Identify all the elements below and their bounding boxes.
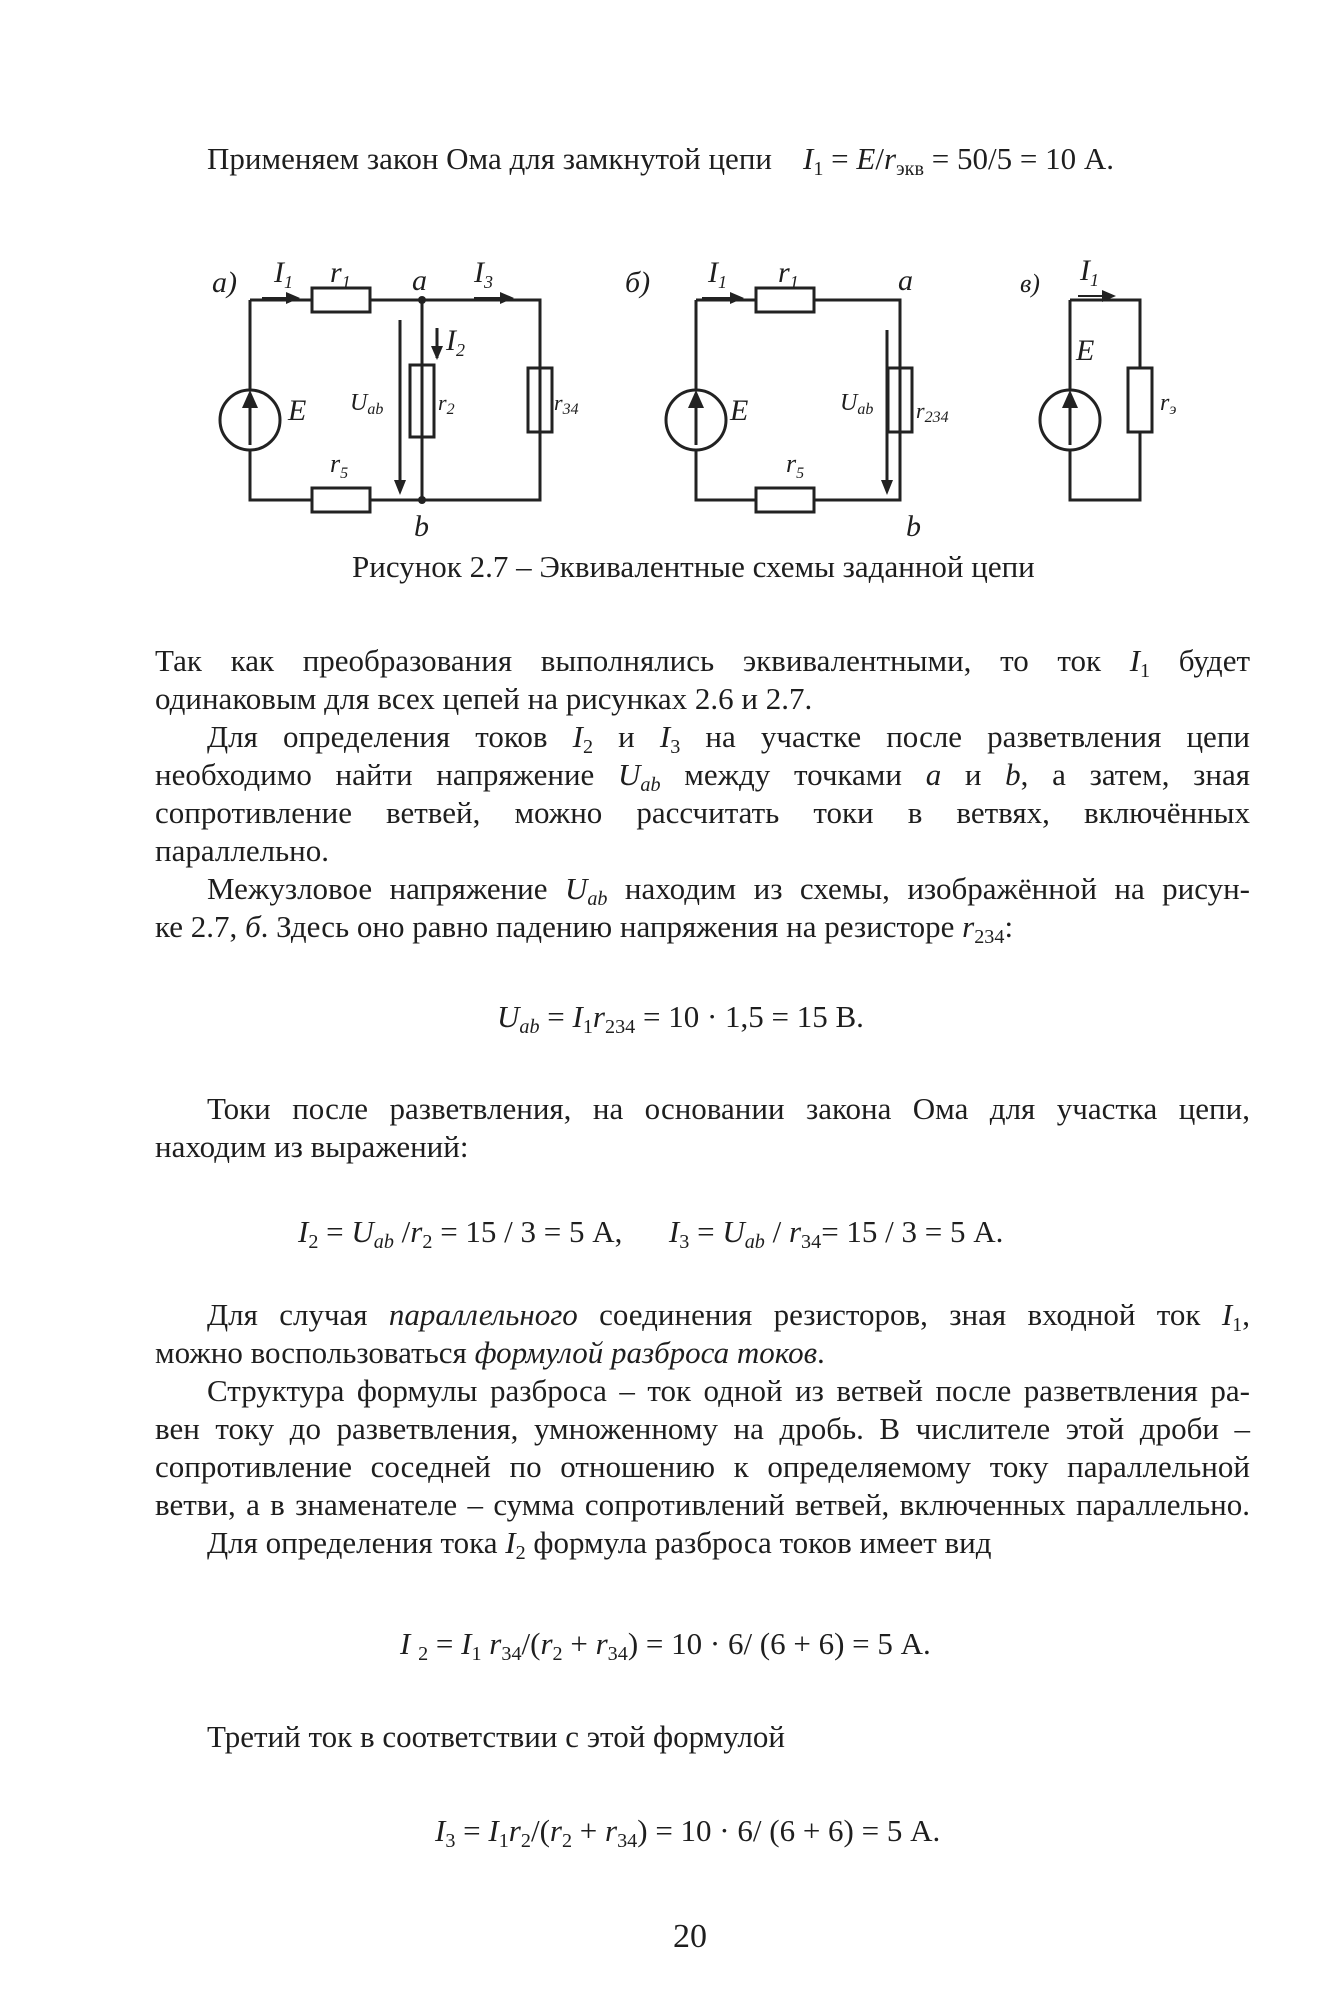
paragraph-5: Для случая параллельного соединения резисторов, зная входной ток $I_1$, можно воспользоваться формулой разброса токов. <box>155 1297 1250 1370</box>
intro-line: Применяем закон Ома для замкнутой цепи $I_1 = E/r_{экв} = 50/5 = 10$ А. <box>207 141 1114 180</box>
svg-text:rэ: rэ <box>1160 390 1177 418</box>
svg-text:б): б) <box>625 266 651 299</box>
equation-i3-divider: $I_3 = I_1r_2/(r_2 + r_{34}) = 10 \cdot 6/$ (6 + 6) = 5 А. <box>435 1813 941 1852</box>
figure-caption: Рисунок 2.7 – Эквивалентные схемы заданной цепи <box>352 549 1035 584</box>
svg-text:E: E <box>1076 334 1095 367</box>
circuit-a <box>220 288 552 512</box>
svg-text:I1: $I_1$ <box>708 256 727 292</box>
svg-text:r1: $r_1$ <box>778 256 799 292</box>
svg-text:Uab: Uab <box>350 390 384 418</box>
svg-text:r234: r234 <box>916 398 949 426</box>
circuit-b <box>666 288 912 512</box>
svg-text:I1: $I_1$ <box>1080 254 1099 290</box>
svg-text:I3: $I_3$ <box>474 256 493 292</box>
svg-text:r2: r2 <box>438 390 455 418</box>
svg-text:b: b <box>906 510 921 543</box>
svg-text:b: b <box>414 510 429 543</box>
svg-text:в): в) <box>1020 269 1040 298</box>
svg-text:r1: $r_1$ <box>330 256 351 292</box>
paragraph-7: Для определения тока $I_2$ формула разброса токов имеет вид <box>207 1525 992 1564</box>
intro-formula: $I_1 = E/r_{экв} = 50/5 = 10$ А. <box>803 141 1114 180</box>
svg-text:E: E <box>288 394 307 427</box>
svg-text:Uab: Uab <box>840 390 874 418</box>
equation-currents: $I_2 = U_{ab}$ $/r_2 = 15 / 3 = 5$ А, $I_3 = U_{ab} / r_{34}= 15 / 3 = 5$ А. <box>298 1214 1004 1253</box>
svg-text:а): а) <box>212 266 237 299</box>
svg-text:E: E <box>730 394 749 427</box>
paragraph-8: Третий ток в соответствии с этой формулой <box>207 1719 785 1754</box>
paragraph-2: Для определения токов $I_2$ и $I_3$ на участке после разветвления цепи необходимо найти напряжение $U_{ab}$ между точками a и b, а затем, зная сопротивление ветвей, можно рассчитать токи в ветвях, включённых параллельно. <box>155 719 1250 868</box>
paragraph-6: Структура формулы разброса – ток одной из ветвей после разветвления ра- вен току до разветвления, умноженному на дробь. В числителе этой дроби – сопротивление соседней по отношению к определяемому току параллельной ветви, а в знаменателе – сумма сопротивлений ветвей, включенных параллельно. <box>155 1373 1250 1522</box>
svg-text:a: a <box>898 264 913 297</box>
paragraph-3: Межузловое напряжение $U_{ab}$ находим из схемы, изображённой на рисун- ке 2.7, б. Здесь оно равно падению напряжения на резисторе $r_{234}$: <box>155 871 1251 948</box>
svg-text:r5: $r_5$ <box>330 449 349 482</box>
paragraph-1: Так как преобразования выполнялись эквивалентными, то ток $I_1$ будет одинаковым для всех цепей на рисунках 2.6 и 2.7. <box>155 643 1250 716</box>
svg-text:r5: $r_5$ <box>786 449 805 482</box>
svg-text:I1: $I_1$ <box>274 256 293 292</box>
equation-uab: $U_{ab} = I_1r_{234} = 10 \cdot 1,5 = 15$ В. <box>497 999 864 1038</box>
svg-text:I2: $I_2$ <box>446 324 465 360</box>
circuit-v <box>1040 300 1152 500</box>
paragraph-4: Токи после разветвления, на основании закона Ома для участка цепи, находим из выражений: <box>155 1091 1250 1164</box>
svg-text:r34: r34 <box>554 390 579 418</box>
equation-i2-divider: I $_2 = I_1$ $r_{34}/(r_2 + r_{34}) = 10 \cdot 6/$ (6 + 6) = 5 А. <box>400 1626 931 1665</box>
svg-text:a: a <box>412 264 427 297</box>
page-number: 20 <box>673 1918 707 1955</box>
